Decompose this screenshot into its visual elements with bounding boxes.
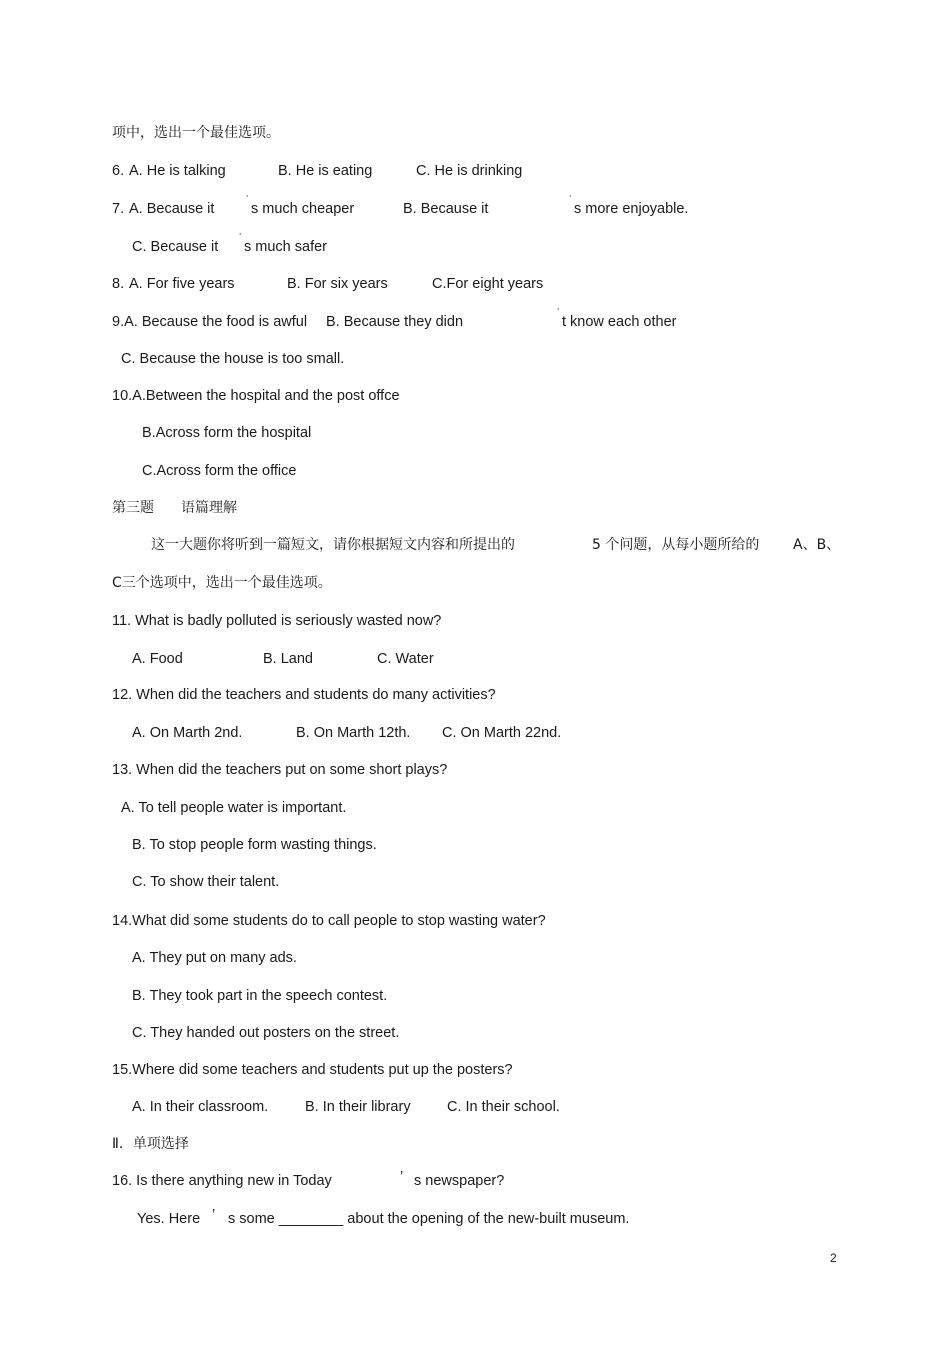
section2-title: Ⅱ．单项选择	[112, 1136, 189, 1152]
q9-option-a: 9.A. Because the food is awful	[112, 314, 308, 330]
q13-option-a: A. To tell people water is important.	[121, 800, 347, 816]
q11-question: 11. What is badly polluted is seriously wasted now?	[112, 613, 442, 629]
page-number: 2	[830, 1251, 837, 1265]
q16-question-part2: s newspaper?	[414, 1173, 505, 1189]
q14-option-a: A. They put on many ads.	[132, 950, 297, 966]
q6-number: 6.	[112, 163, 125, 179]
q10-option-b: B.Across form the hospital	[142, 425, 312, 441]
apostrophe: ’	[569, 194, 572, 205]
q16-answer-part2: s some ________ about the opening of the new-built museum.	[228, 1211, 630, 1227]
q7-option-c-part1: C. Because it	[132, 239, 219, 255]
q10-option-c: C.Across form the office	[142, 463, 297, 479]
q13-question: 13. When did the teachers put on some short plays?	[112, 762, 448, 778]
apostrophe: ’	[239, 232, 242, 243]
q12-option-c: C. On Marth 22nd.	[442, 725, 562, 741]
q15-option-c: C. In their school.	[447, 1099, 560, 1115]
q8-option-a: A. For five years	[129, 276, 235, 292]
q7-number: 7.	[112, 201, 125, 217]
section3-instructions-line2: C三个选项中，选出一个最佳选项。	[112, 575, 332, 591]
section3-instructions-options: A、B、	[793, 537, 841, 553]
q14-option-b: B. They took part in the speech contest.	[132, 988, 388, 1004]
q9-option-b-part2: t know each other	[562, 314, 677, 330]
apostrophe: ’	[212, 1207, 216, 1223]
apostrophe: ’	[246, 194, 249, 205]
intro-tail: 项中，选出一个最佳选项。	[112, 125, 280, 141]
q14-question: 14.What did some students do to call people to stop wasting water?	[112, 913, 546, 929]
q15-option-b: B. In their library	[305, 1099, 411, 1115]
q13-option-b: B. To stop people form wasting things.	[132, 837, 377, 853]
q9-option-b-part1: B. Because they didn	[326, 314, 464, 330]
q10-option-a: 10.A.Between the hospital and the post offce	[112, 388, 400, 404]
q12-option-b: B. On Marth 12th.	[296, 725, 411, 741]
q7-option-a-part1: A. Because it	[129, 201, 215, 217]
apostrophe: ’	[400, 1169, 404, 1185]
q8-option-b: B. For six years	[287, 276, 388, 292]
apostrophe: ’	[557, 307, 560, 318]
q15-option-a: A. In their classroom.	[132, 1099, 269, 1115]
q7-option-a-part2: s much cheaper	[251, 201, 355, 217]
q16-answer-part1: Yes. Here	[137, 1211, 201, 1227]
q6-option-b: B. He is eating	[278, 163, 373, 179]
q11-option-b: B. Land	[263, 651, 313, 667]
q13-option-c: C. To show their talent.	[132, 874, 280, 890]
q7-option-b-part2: s more enjoyable.	[574, 201, 689, 217]
q8-number: 8.	[112, 276, 125, 292]
q16-question-part1: 16. Is there anything new in Today	[112, 1173, 332, 1189]
q11-option-c: C. Water	[377, 651, 434, 667]
section3-instructions-part2: 5 个问题，从每小题所给的	[592, 537, 760, 553]
q7-option-b-part1: B. Because it	[403, 201, 489, 217]
q14-option-c: C. They handed out posters on the street.	[132, 1025, 400, 1041]
section3-title: 第三题	[112, 500, 154, 516]
q8-option-c: C.For eight years	[432, 276, 544, 292]
q12-option-a: A. On Marth 2nd.	[132, 725, 243, 741]
q12-question: 12. When did the teachers and students do many activities?	[112, 687, 496, 703]
q11-option-a: A. Food	[132, 651, 183, 667]
q9-option-c: C. Because the house is too small.	[121, 351, 345, 367]
q6-option-a: A. He is talking	[129, 163, 226, 179]
q7-option-c-part2: s much safer	[244, 239, 327, 255]
q15-question: 15.Where did some teachers and students put up the posters?	[112, 1062, 513, 1078]
q6-option-c: C. He is drinking	[416, 163, 523, 179]
section3-instructions-part1: 这一大题你将听到一篇短文，请你根据短文内容和所提出的	[151, 537, 515, 553]
section3-subtitle: 语篇理解	[181, 500, 237, 516]
